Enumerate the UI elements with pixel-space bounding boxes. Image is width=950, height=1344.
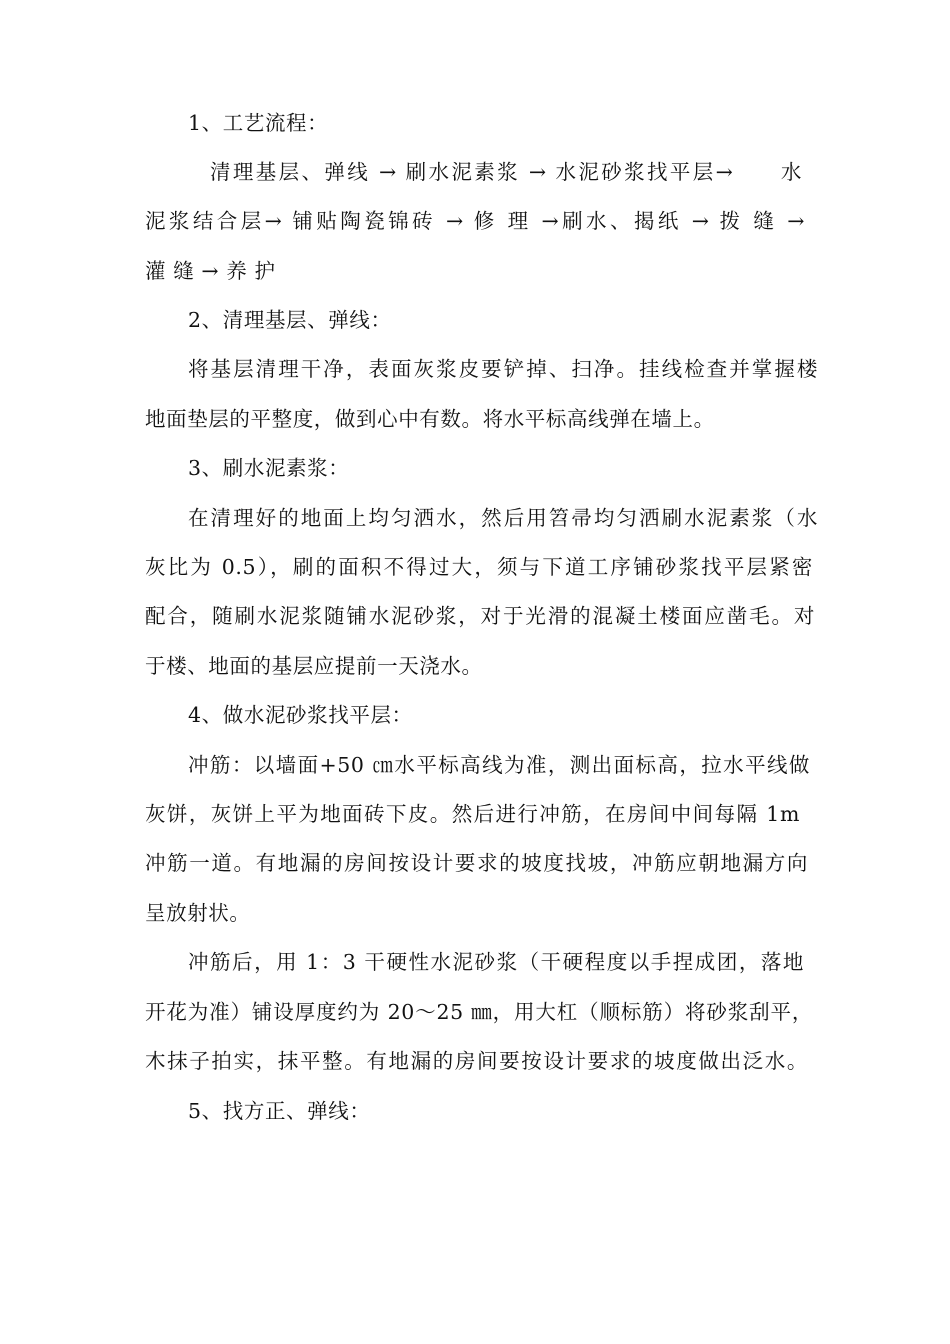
paragraph-5-line-2: 开花为准）铺设厚度约为 20～25 ㎜，用大杠（顺标筋）将砂浆刮平，	[145, 1000, 813, 1024]
paragraph-3-line-1: 在清理好的地面上均匀洒水，然后用笤帚均匀洒刷水泥素浆（水	[188, 506, 818, 530]
section-heading-4: 4、做水泥砂浆找平层：	[188, 703, 413, 727]
section-heading-2: 2、清理基层、弹线：	[188, 308, 392, 332]
paragraph-3-line-2: 灰比为 0.5），刷的面积不得过大，须与下道工序铺砂浆找平层紧密	[145, 555, 813, 579]
paragraph-4-line-4: 呈放射状。	[145, 901, 251, 925]
paragraph-5-line-3: 木抹子拍实，抹平整。有地漏的房间要按设计要求的坡度做出泛水。	[145, 1049, 808, 1073]
process-flow-line-1: 清理基层、弹线 → 刷水泥素浆 → 水泥砂浆找平层→ 水	[210, 160, 802, 184]
paragraph-4-line-1: 冲筋：以墙面+50 ㎝水平标高线为准，测出面标高，拉水平线做	[188, 753, 810, 777]
section-heading-1: 1、工艺流程：	[188, 111, 329, 135]
paragraph-4-line-2: 灰饼，灰饼上平为地面砖下皮。然后进行冲筋，在房间中间每隔 1m	[145, 802, 800, 826]
paragraph-3-line-3: 配合，随刷水泥浆随铺水泥砂浆，对于光滑的混凝土楼面应凿毛。对	[145, 604, 815, 628]
paragraph-3-line-4: 于楼、地面的基层应提前一天浇水。	[145, 654, 483, 678]
process-flow-line-3: 灌 缝 → 养 护	[145, 259, 276, 283]
section-heading-5: 5、找方正、弹线：	[188, 1099, 371, 1123]
paragraph-2-line-1: 将基层清理干净，表面灰浆皮要铲掉、扫净。挂线检查并掌握楼	[188, 357, 818, 381]
paragraph-5-line-1: 冲筋后，用 1：3 干硬性水泥砂浆（干硬程度以手捏成团，落地	[188, 950, 804, 974]
process-flow-line-2: 泥浆结合层→ 铺贴陶瓷锦砖 → 修 理 →刷水、揭纸 → 拨 缝 →	[145, 209, 805, 233]
section-heading-3: 3、刷水泥素浆：	[188, 456, 350, 480]
paragraph-4-line-3: 冲筋一道。有地漏的房间按设计要求的坡度找坡，冲筋应朝地漏方向	[145, 851, 808, 875]
paragraph-2-line-2: 地面垫层的平整度，做到心中有数。将水平标高线弹在墙上。	[145, 407, 715, 431]
